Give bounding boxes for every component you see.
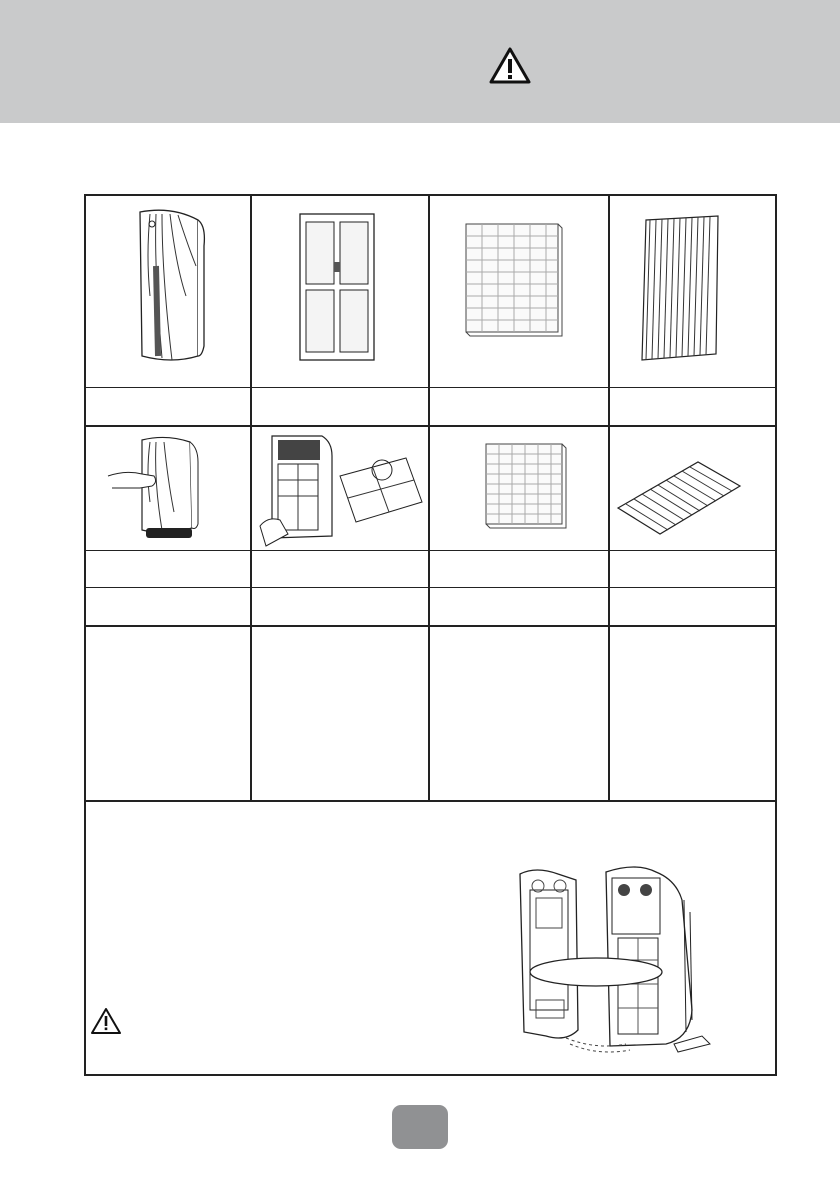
carbon-filter-illustration — [636, 214, 726, 364]
label-cell — [430, 588, 608, 625]
description-cell — [252, 627, 428, 800]
note-text — [96, 812, 486, 992]
hepa-filter-illustration — [482, 440, 574, 532]
label-cell — [610, 588, 776, 625]
label-cell — [430, 388, 608, 425]
label-cell — [610, 551, 776, 587]
description-cell — [430, 627, 608, 800]
carbon-filter-angled-illustration — [616, 458, 744, 538]
hepa-filter-illustration — [462, 220, 570, 342]
label-cell — [86, 388, 250, 425]
row-divider — [84, 800, 777, 802]
description-cell — [86, 627, 250, 800]
clean-pre-filter-illustration — [256, 430, 424, 548]
front-panel-illustration — [132, 206, 212, 366]
row-divider — [84, 425, 777, 427]
unit-opened-with-label-illustration — [506, 860, 726, 1065]
remove-front-panel-illustration — [106, 432, 212, 544]
label-cell — [252, 388, 428, 425]
label-cell — [610, 388, 776, 425]
page-number-badge — [392, 1105, 448, 1149]
label-cell — [430, 551, 608, 587]
label-cell — [252, 551, 428, 587]
warning-triangle-icon — [488, 46, 532, 86]
label-cell — [86, 551, 250, 587]
pre-filter-frame-illustration — [296, 212, 378, 364]
header-band — [0, 0, 840, 123]
description-cell — [610, 627, 776, 800]
label-cell — [86, 588, 250, 625]
label-cell — [252, 588, 428, 625]
warning-triangle-icon — [90, 1007, 122, 1035]
